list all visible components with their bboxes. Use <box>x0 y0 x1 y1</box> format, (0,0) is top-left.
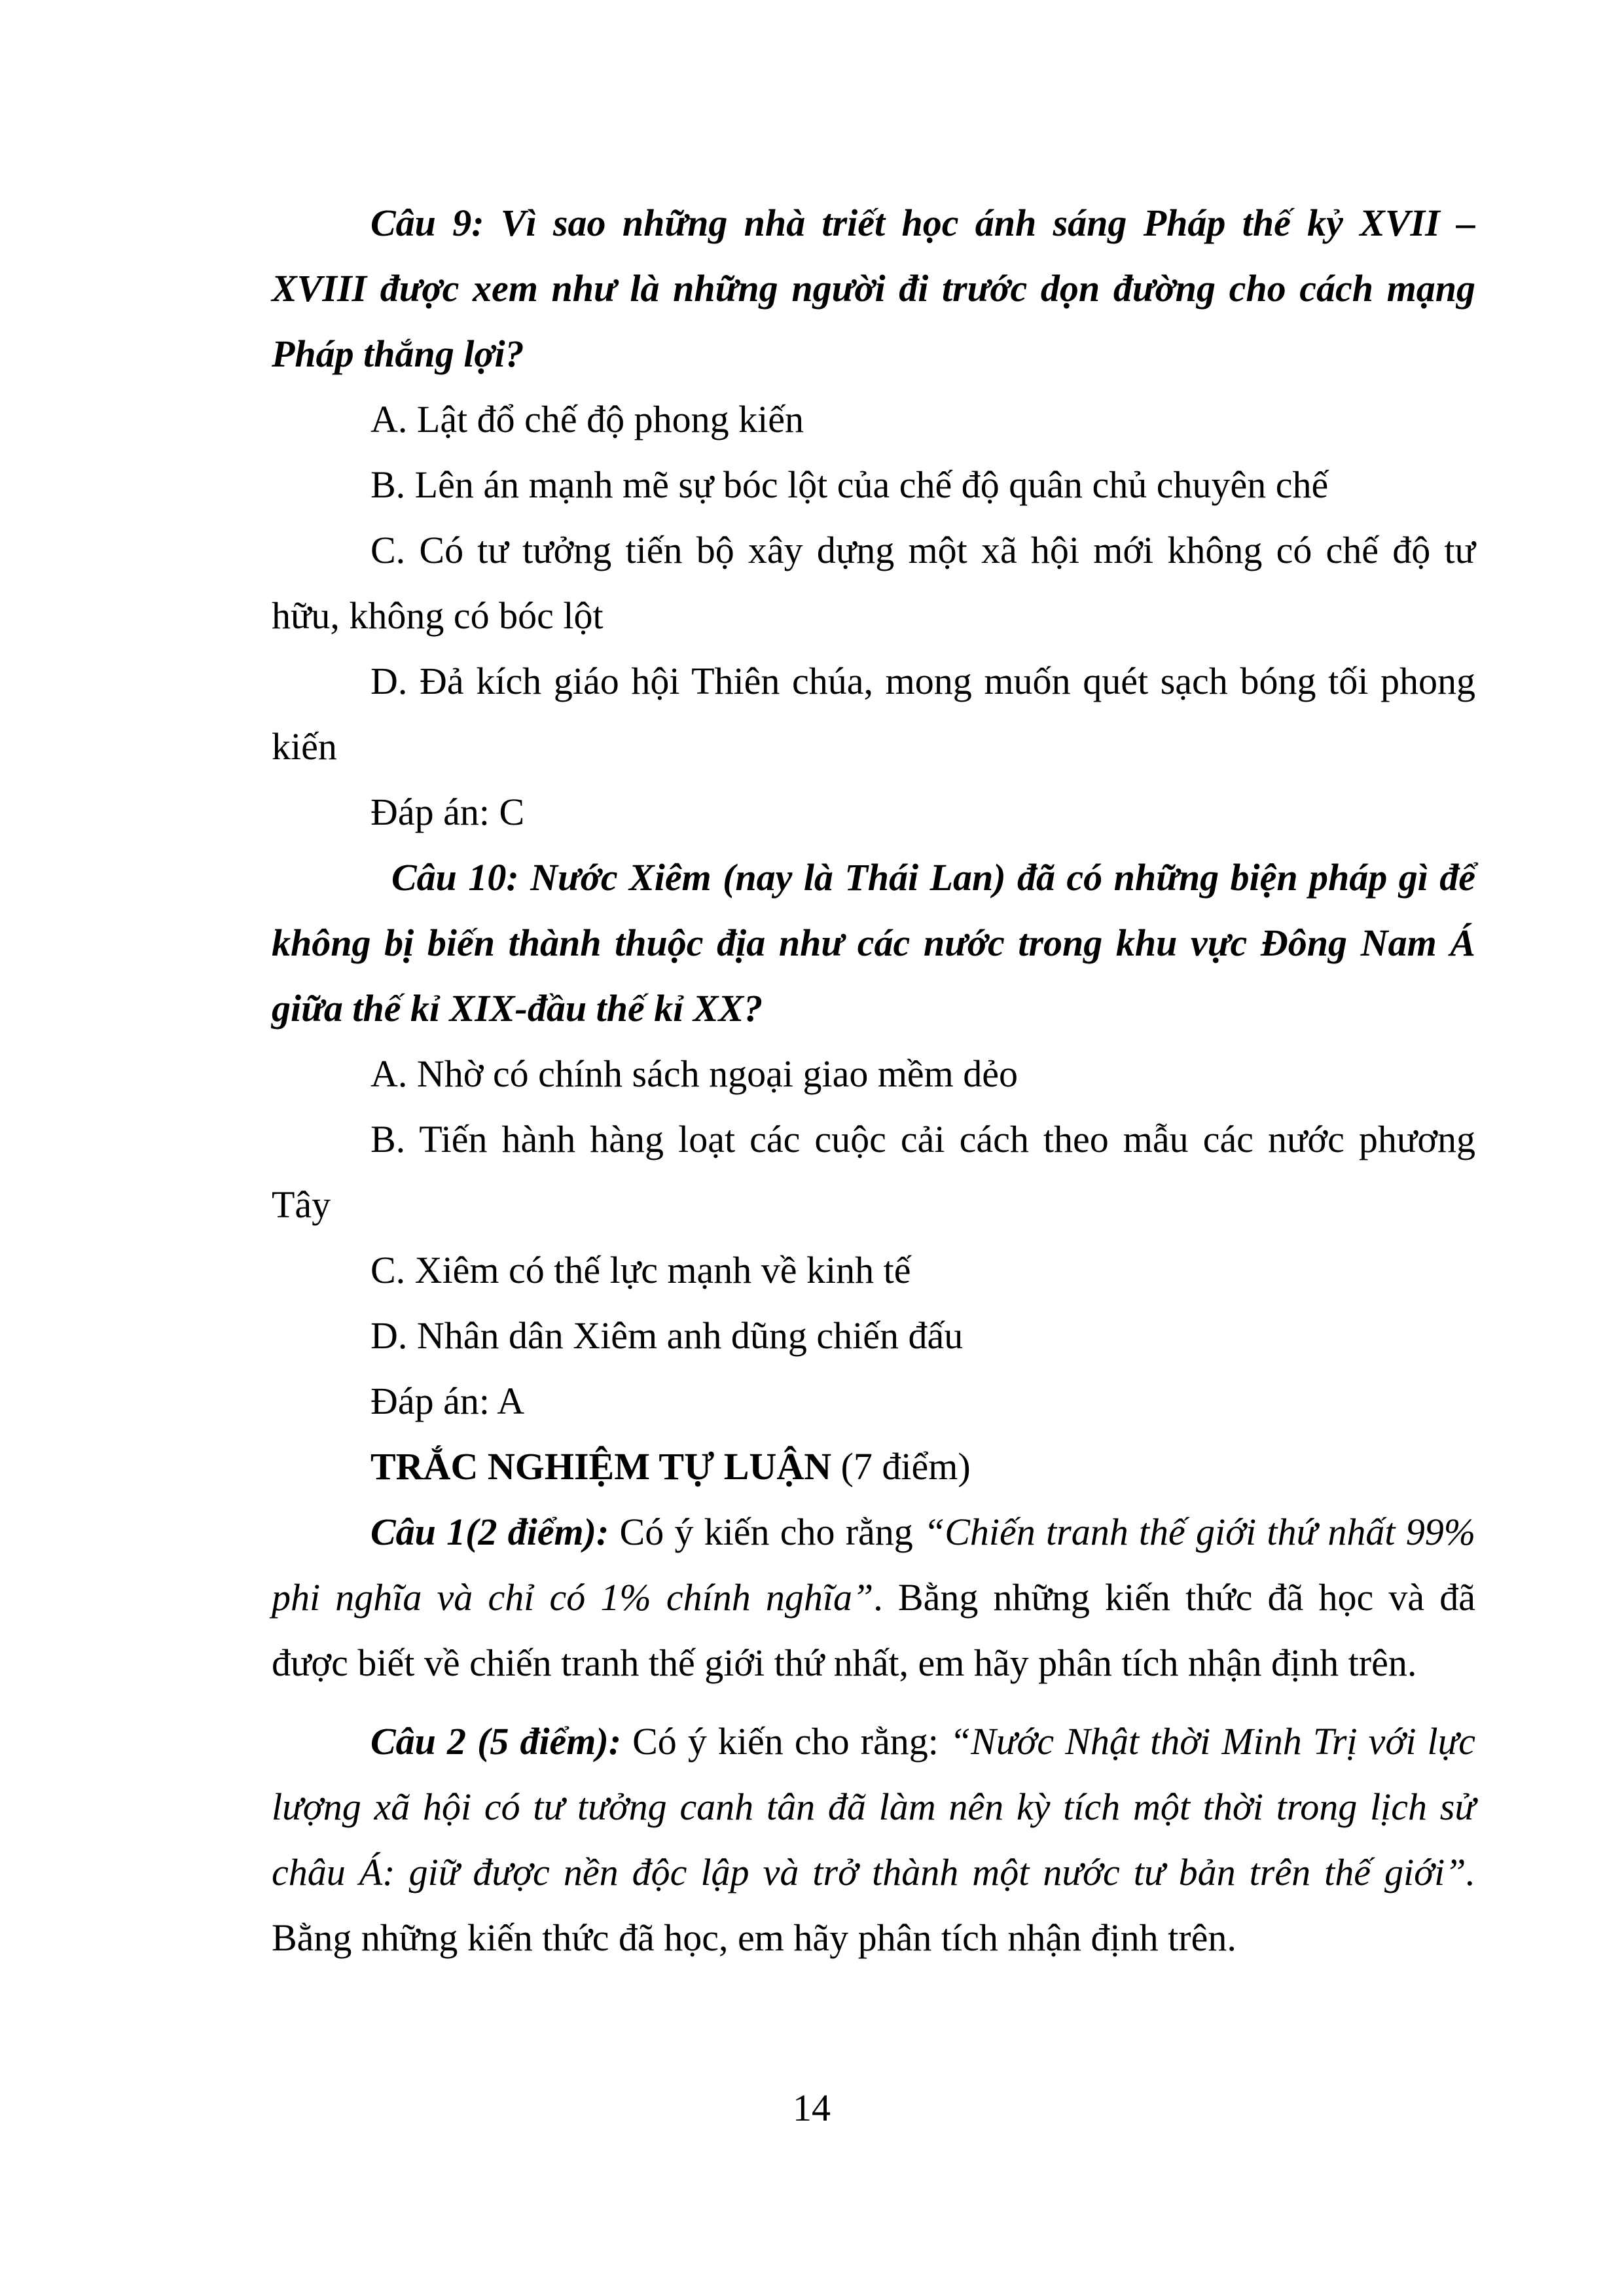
q9-option-b: B. Lên án mạnh mẽ sự bóc lột của chế độ quân chủ chuyên chế <box>370 463 1329 506</box>
essay-heading-points: (7 điểm) <box>831 1445 971 1488</box>
q10-option-b-line-2: Tây <box>272 1183 331 1226</box>
q10-option-a: A. Nhờ có chính sách ngoại giao mềm dẻo <box>370 1052 1019 1095</box>
essay-q1-line-3: được biết về chiến tranh thế giới thứ nhất, em hãy phân tích nhận định trên. <box>272 1641 1417 1684</box>
essay-q2-quote-1: “Nước Nhật thời Minh Trị với lực <box>949 1720 1475 1763</box>
essay-q2-label: Câu 2 (5 điểm): <box>370 1720 622 1763</box>
q10-question-line-1: Câu 10: Nước Xiêm (nay là Thái Lan) đã có những biện pháp gì để <box>391 856 1475 899</box>
q9-question-line-3: Pháp thắng lợi? <box>272 332 524 375</box>
page-number: 14 <box>793 2087 831 2129</box>
essay-q2-quote-3: châu Á: giữ được nền độc lập và trở thành một nước tư bản trên thế giới”. <box>272 1851 1475 1893</box>
q10-option-b-line-1: B. Tiến hành hàng loạt các cuộc cải cách theo mẫu các nước phương <box>370 1118 1475 1160</box>
q9-question-line-1: Câu 9: Vì sao những nhà triết học ánh sáng Pháp thế kỷ XVII – <box>370 202 1475 244</box>
essay-q1-rest: . Bằng những kiến thức đã học và đã <box>873 1576 1475 1619</box>
essay-q2-quote-2: lượng xã hội có tư tưởng canh tân đã làm nên kỳ tích một thời trong lịch sử <box>272 1785 1475 1828</box>
q10-option-d: D. Nhân dân Xiêm anh dũng chiến đấu <box>370 1314 964 1357</box>
q9-question-line-2: XVIII được xem như là những người đi trước dọn đường cho cách mạng <box>272 267 1475 310</box>
essay-q2-line-1 <box>370 1719 1475 1765</box>
q10-question-line-3: giữa thế kỉ XIX-đầu thế kỉ XX? <box>272 987 763 1030</box>
q10-answer: Đáp án: A <box>370 1380 525 1422</box>
essay-heading <box>370 1444 971 1490</box>
essay-q1-label: Câu 1(2 điểm): <box>370 1511 609 1553</box>
essay-q1-quote-1: “Chiến tranh thế giới thứ nhất 99% <box>923 1511 1476 1553</box>
q10-option-c: C. Xiêm có thế lực mạnh về kinh tế <box>370 1249 911 1291</box>
essay-q1-line-2 <box>272 1575 1475 1621</box>
q9-option-c-line-1: C. Có tư tưởng tiến bộ xây dựng một xã hội mới không có chế độ tư <box>370 529 1475 571</box>
q9-option-a: A. Lật đổ chế độ phong kiến <box>370 398 804 440</box>
q9-option-c-line-2: hữu, không có bóc lột <box>272 594 604 637</box>
essay-q1-line-1 <box>370 1509 1475 1555</box>
q9-answer: Đáp án: C <box>370 791 525 833</box>
q9-option-d-line-2: kiến <box>272 725 337 768</box>
essay-q2-intro: Có ý kiến cho rằng: <box>621 1720 950 1763</box>
q9-option-d-line-1: D. Đả kích giáo hội Thiên chúa, mong muốn quét sạch bóng tối phong <box>370 660 1475 702</box>
q10-question-line-2: không bị biến thành thuộc địa như các nước trong khu vực Đông Nam Á <box>272 922 1475 964</box>
essay-q1-quote-2: phi nghĩa và chỉ có 1% chính nghĩa” <box>272 1576 874 1619</box>
essay-q2-line-4: Bằng những kiến thức đã học, em hãy phân tích nhận định trên. <box>272 1916 1236 1959</box>
essay-q1-intro: Có ý kiến cho rằng <box>609 1511 924 1553</box>
essay-heading-title: TRẮC NGHIỆM TỰ LUẬN <box>370 1445 832 1488</box>
